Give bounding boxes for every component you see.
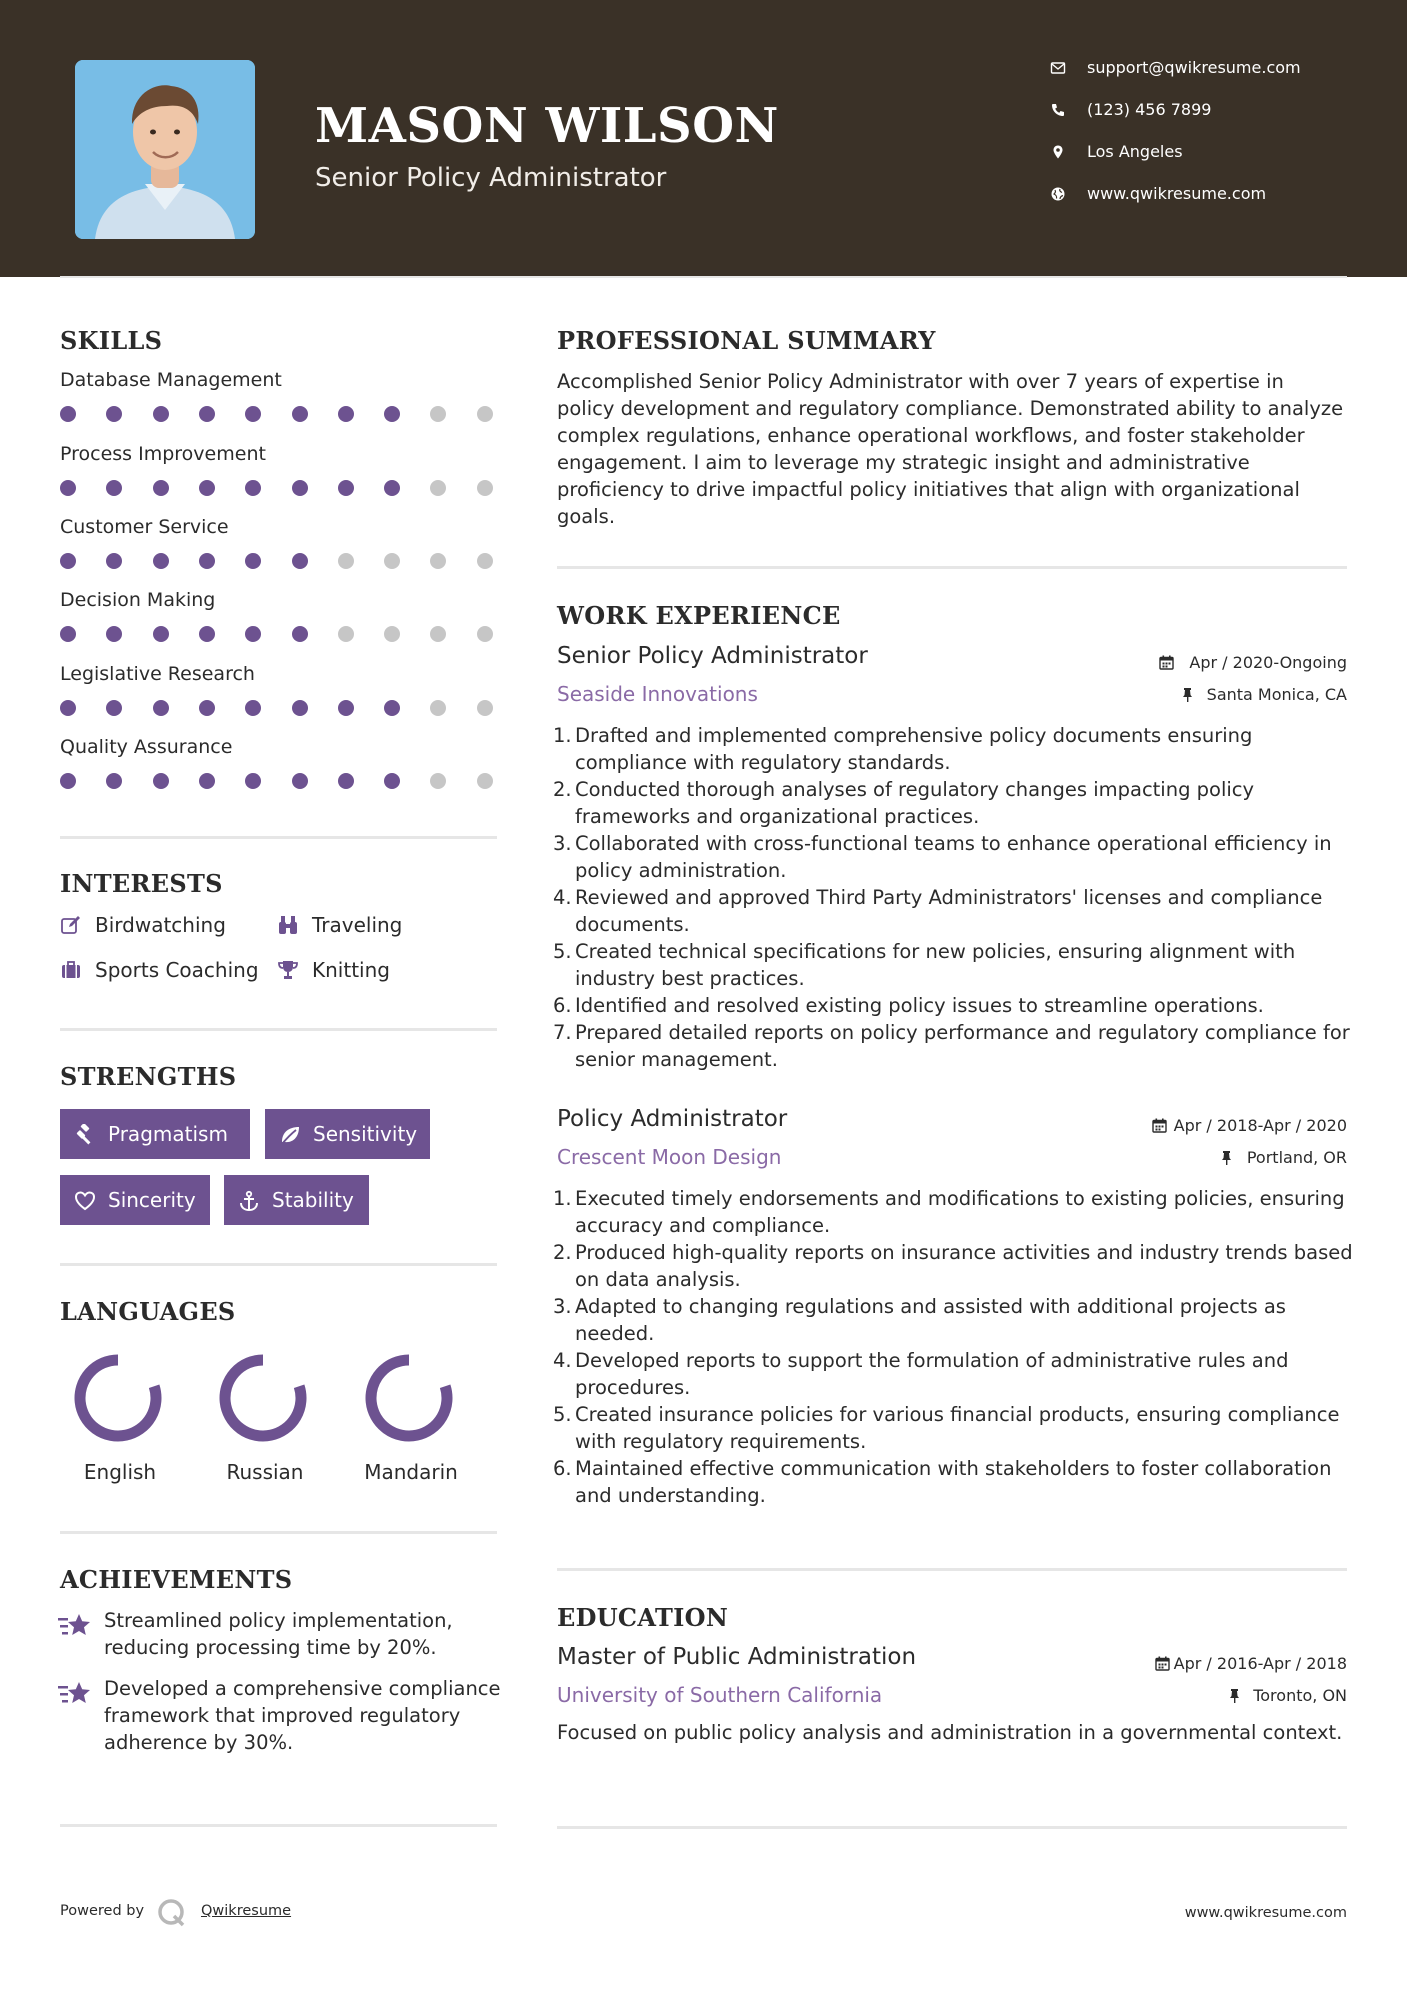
skill-label: Decision Making	[60, 589, 216, 611]
interest-label: Traveling	[312, 913, 403, 937]
education-school: University of Southern California	[557, 1683, 883, 1707]
skill-dot	[60, 700, 76, 716]
star-icon	[58, 1612, 92, 1640]
qwikresume-logo-icon	[157, 1898, 187, 1928]
footer-website[interactable]: www.qwikresume.com	[1184, 1905, 1347, 1921]
anchor-icon	[238, 1190, 260, 1212]
education-location-text: Toronto, ON	[1253, 1686, 1347, 1705]
interest-label: Sports Coaching	[95, 958, 259, 982]
skill-dot	[245, 700, 261, 716]
skill-dot	[292, 773, 308, 789]
skill-dot	[245, 406, 261, 422]
achievement-text: Streamlined policy implementation, reducing processing time by 20%.	[104, 1609, 453, 1659]
strength-label: Sensitivity	[313, 1122, 418, 1146]
job-title: Policy Administrator	[557, 1106, 788, 1132]
resume-header	[0, 0, 1407, 277]
language-arc	[80, 1360, 156, 1436]
job-location-text: Santa Monica, CA	[1206, 685, 1347, 704]
job-title: Senior Policy Administrator	[557, 643, 868, 669]
skill-rating	[60, 773, 500, 789]
skill-dot	[153, 700, 169, 716]
achievement-text: Developed a comprehensive compliance framework that improved regulatory adherence by 30%.	[104, 1677, 501, 1754]
interest-label: Birdwatching	[95, 913, 226, 937]
skill-label: Database Management	[60, 369, 282, 391]
skill-dot	[338, 626, 354, 642]
language-label: Russian	[226, 1460, 304, 1484]
skill-dot	[106, 626, 122, 642]
interests-heading: INTERESTS	[60, 869, 223, 898]
languages-heading: LANGUAGES	[60, 1297, 236, 1326]
skill-dot	[153, 406, 169, 422]
map-pin-icon	[1050, 144, 1066, 160]
skill-dot	[292, 406, 308, 422]
skill-dot	[477, 700, 493, 716]
job-location-text: Portland, OR	[1246, 1148, 1347, 1167]
job-location	[1180, 684, 1347, 706]
skill-dot	[106, 406, 122, 422]
skill-dot	[430, 626, 446, 642]
skill-dot	[430, 700, 446, 716]
skill-dot	[60, 773, 76, 789]
skills-heading: SKILLS	[60, 326, 163, 355]
section-divider	[557, 566, 1347, 569]
skill-dot	[199, 480, 215, 496]
skill-dot	[245, 480, 261, 496]
skill-label: Quality Assurance	[60, 736, 233, 758]
job-bullet: 5. Created technical specifications for new policies, ensuring alignment with industry best practices.	[553, 940, 1296, 990]
skill-dot	[338, 773, 354, 789]
candidate-title: Senior Policy Administrator	[315, 163, 667, 193]
skill-dot	[384, 626, 400, 642]
skill-dot	[199, 773, 215, 789]
skill-dot	[106, 553, 122, 569]
education-location	[1227, 1685, 1347, 1707]
strength-tag	[60, 1175, 210, 1225]
skill-dot	[153, 773, 169, 789]
strength-tag	[265, 1109, 430, 1159]
skill-label: Legislative Research	[60, 663, 255, 685]
skill-dot	[245, 626, 261, 642]
job-bullet: 4. Reviewed and approved Third Party Administrators' licenses and compliance documents.	[553, 886, 1323, 936]
education-description: Focused on public policy analysis and administration in a governmental context.	[557, 1721, 1343, 1744]
skill-label: Process Improvement	[60, 443, 266, 465]
skill-rating	[60, 626, 500, 642]
skill-dot	[477, 480, 493, 496]
job-location	[1219, 1147, 1347, 1169]
interest-label: Knitting	[312, 958, 390, 982]
briefcase-icon	[60, 959, 82, 981]
skill-rating	[60, 553, 500, 569]
skill-dot	[384, 480, 400, 496]
binoculars-icon	[277, 914, 299, 936]
skill-dot	[430, 773, 446, 789]
skill-dot	[384, 700, 400, 716]
skill-dot	[60, 406, 76, 422]
skill-dot	[292, 700, 308, 716]
pushpin-icon	[1180, 687, 1195, 702]
section-divider	[60, 1263, 497, 1266]
skill-dot	[384, 773, 400, 789]
skill-dot	[106, 700, 122, 716]
candidate-name: MASON WILSON	[315, 98, 779, 154]
job-bullet: 3. Adapted to changing regulations and assisted with additional projects as needed.	[553, 1295, 1286, 1345]
skill-dot	[384, 553, 400, 569]
skill-label: Customer Service	[60, 516, 229, 538]
skill-dot	[199, 406, 215, 422]
summary-heading: PROFESSIONAL SUMMARY	[557, 326, 936, 355]
profile-photo	[75, 60, 255, 239]
header-divider	[60, 276, 1347, 278]
language-gauge	[359, 1348, 459, 1448]
job-bullet: 2. Conducted thorough analyses of regulatory changes impacting policy frameworks and organizational practices.	[553, 778, 1255, 828]
skill-dot	[338, 700, 354, 716]
strength-tag	[224, 1175, 369, 1225]
skill-dot	[477, 773, 493, 789]
education-degree: Master of Public Administration	[557, 1644, 917, 1670]
experience-heading: WORK EXPERIENCE	[557, 601, 841, 630]
language-label: English	[83, 1460, 157, 1484]
achievements-heading: ACHIEVEMENTS	[60, 1565, 293, 1594]
contact-website-text: www.qwikresume.com	[1087, 184, 1267, 203]
skill-dot	[477, 553, 493, 569]
language-arc	[225, 1360, 301, 1436]
globe-icon	[1050, 186, 1066, 202]
language-gauge	[68, 1348, 168, 1448]
gavel-icon	[74, 1124, 96, 1146]
job-dates-text: Apr / 2018-Apr / 2020	[1173, 1116, 1347, 1135]
job-bullet: 2. Produced high-quality reports on insurance activities and industry trends based on data analysis.	[553, 1241, 1353, 1291]
skill-dot	[477, 406, 493, 422]
language-arc	[371, 1360, 447, 1436]
strength-label: Pragmatism	[108, 1122, 228, 1146]
heart-icon	[74, 1190, 96, 1212]
education-heading: EDUCATION	[557, 1603, 729, 1632]
skill-dot	[430, 480, 446, 496]
education-dates	[1155, 1653, 1347, 1675]
skill-dot	[199, 626, 215, 642]
calendar-icon	[1152, 1118, 1167, 1133]
job-bullet: 4. Developed reports to support the formulation of administrative rules and procedures.	[553, 1349, 1289, 1399]
job-company: Seaside Innovations	[557, 682, 758, 706]
envelope-icon	[1050, 60, 1066, 76]
section-divider	[60, 836, 497, 839]
job-bullets	[553, 1185, 1353, 1509]
pushpin-icon	[1227, 1688, 1242, 1703]
job-bullets	[553, 722, 1353, 1073]
skill-dot	[384, 406, 400, 422]
skill-dot	[292, 553, 308, 569]
skill-dot	[292, 480, 308, 496]
contact-email-text: support@qwikresume.com	[1087, 58, 1301, 77]
pushpin-icon	[1219, 1150, 1234, 1165]
job-dates	[1159, 652, 1347, 674]
job-dates	[1152, 1115, 1347, 1137]
job-bullet: 5. Created insurance policies for various financial products, ensuring compliance with regulatory requirements.	[553, 1403, 1340, 1453]
avatar	[75, 60, 255, 239]
strength-label: Stability	[272, 1188, 354, 1212]
job-bullet: 3. Collaborated with cross-functional teams to enhance operational efficiency in policy administration.	[553, 832, 1332, 882]
job-bullet: 6. Maintained effective communication with stakeholders to foster collaboration and understanding.	[553, 1457, 1332, 1507]
education-dates-text: Apr / 2016-Apr / 2018	[1173, 1654, 1347, 1673]
skill-dot	[60, 480, 76, 496]
skill-dot	[477, 626, 493, 642]
strengths-heading: STRENGTHS	[60, 1062, 237, 1091]
strength-tag	[60, 1109, 250, 1159]
skill-dot	[338, 480, 354, 496]
section-divider	[557, 1826, 1347, 1829]
skill-dot	[245, 773, 261, 789]
skill-dot	[292, 626, 308, 642]
skill-rating	[60, 406, 500, 422]
skill-dot	[60, 626, 76, 642]
skill-dot	[199, 553, 215, 569]
powered-by-label: Powered by	[60, 1903, 145, 1919]
job-bullet: 7. Prepared detailed reports on policy performance and regulatory compliance for senior management.	[553, 1021, 1350, 1071]
section-divider	[557, 1568, 1347, 1571]
skill-dot	[60, 553, 76, 569]
strength-label: Sincerity	[108, 1188, 196, 1212]
language-label: Mandarin	[364, 1460, 458, 1484]
skill-dot	[199, 700, 215, 716]
section-divider	[60, 1028, 497, 1031]
leaf-icon	[279, 1124, 301, 1146]
skill-dot	[106, 773, 122, 789]
language-gauge	[213, 1348, 313, 1448]
skill-dot	[153, 480, 169, 496]
edit-icon	[60, 914, 82, 936]
skill-dot	[245, 553, 261, 569]
skill-dot	[430, 553, 446, 569]
qwikresume-link[interactable]: Qwikresume	[201, 1903, 292, 1919]
skill-dot	[153, 626, 169, 642]
job-bullet: 1. Drafted and implemented comprehensive policy documents ensuring compliance with regulatory standards.	[553, 724, 1253, 774]
contact-phone-text: (123) 456 7899	[1087, 100, 1212, 119]
skill-rating	[60, 480, 500, 496]
summary-text: Accomplished Senior Policy Administrator with over 7 years of expertise in policy development and regulatory compliance. Demonstrated ability to analyze complex regulations, enhance operational workflows, and foster stakeholder engagement. I aim to leverage my strategic insight and administrative proficiency to drive impactful policy initiatives that align with organizational goals.	[557, 370, 1344, 528]
calendar-icon	[1159, 655, 1174, 670]
trophy-icon	[277, 959, 299, 981]
contact-location-text: Los Angeles	[1087, 142, 1183, 161]
job-dates-text: Apr / 2020-Ongoing	[1189, 653, 1347, 672]
job-bullet: 6. Identified and resolved existing policy issues to streamline operations.	[553, 994, 1264, 1017]
star-icon	[58, 1680, 92, 1708]
job-company: Crescent Moon Design	[557, 1145, 782, 1169]
skill-dot	[338, 406, 354, 422]
skill-dot	[153, 553, 169, 569]
skill-dot	[338, 553, 354, 569]
skill-dot	[106, 480, 122, 496]
phone-icon	[1050, 102, 1066, 118]
calendar-icon	[1155, 1656, 1170, 1671]
section-divider	[60, 1531, 497, 1534]
job-bullet: 1. Executed timely endorsements and modifications to existing policies, ensuring accuracy and compliance.	[553, 1187, 1345, 1237]
skill-dot	[430, 406, 446, 422]
section-divider	[60, 1824, 497, 1827]
skill-rating	[60, 700, 500, 716]
